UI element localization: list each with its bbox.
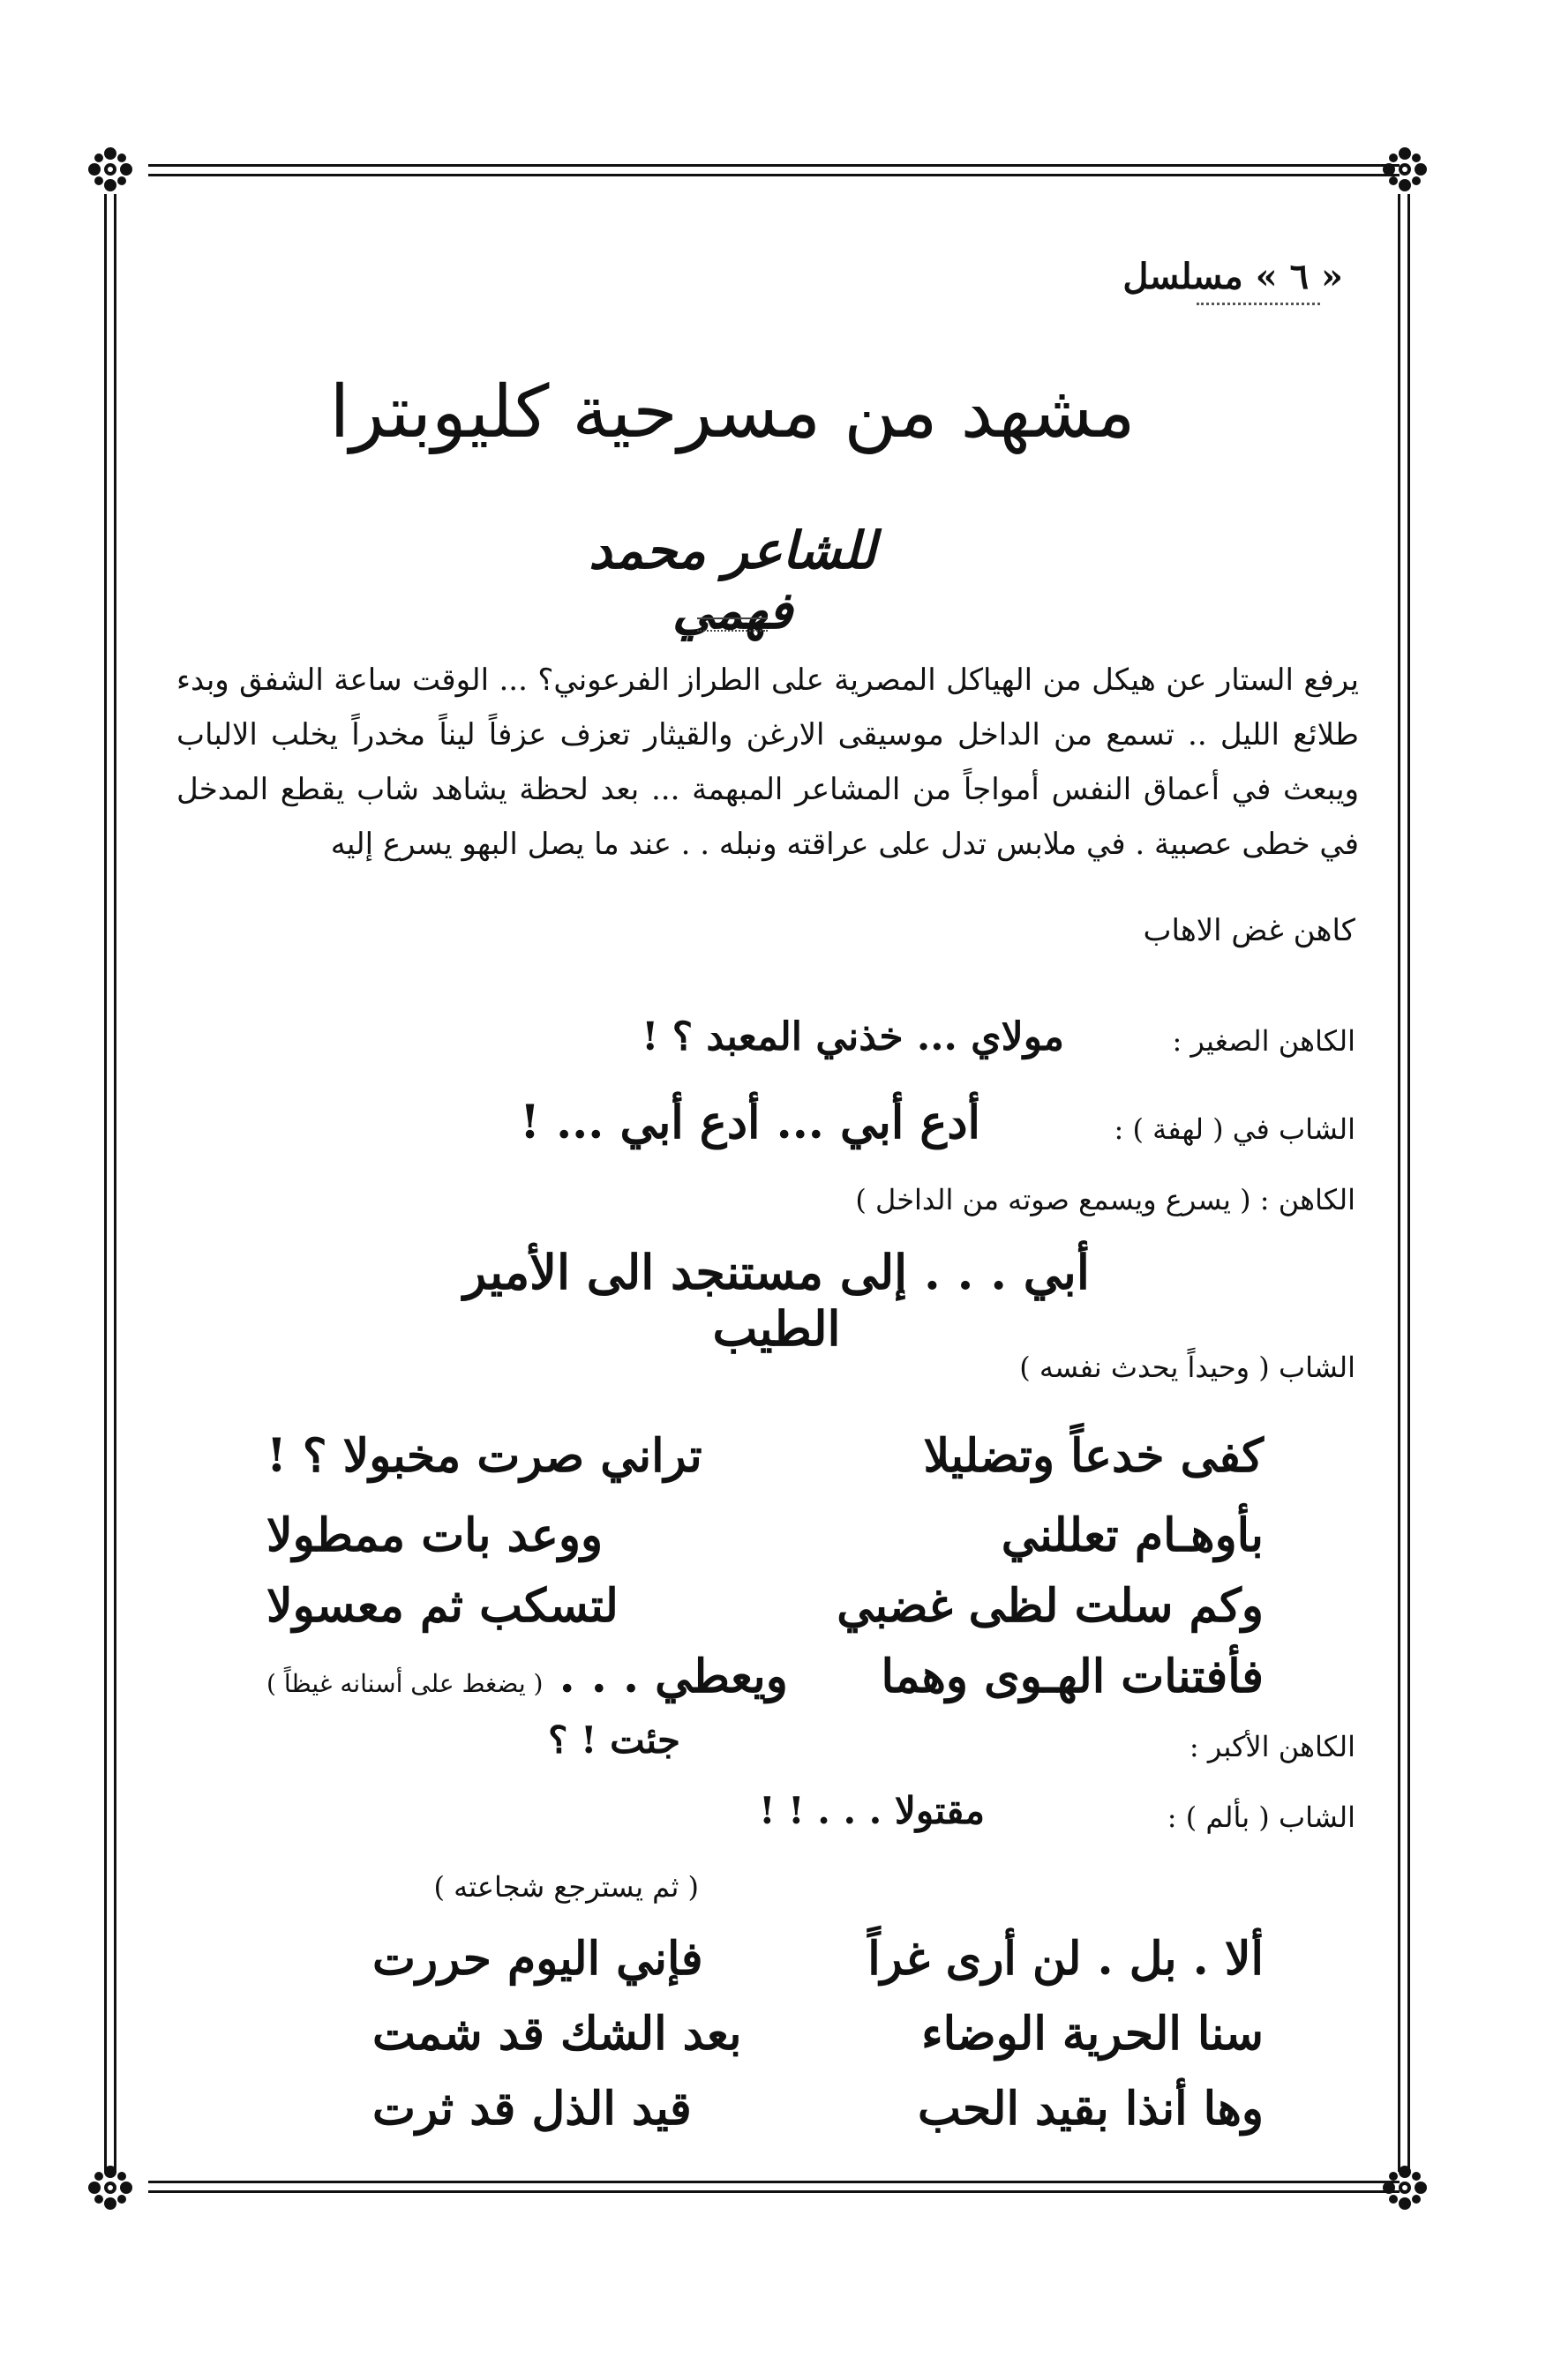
page-number: « ٦ » مسلسل <box>1122 256 1343 297</box>
verse-hemistich: ألا . بل . لن أرى غراً <box>867 1932 1264 1986</box>
verse-line <box>266 1429 1264 1483</box>
verse-hemistich: كفى خدعاً وتضليلا <box>923 1429 1264 1483</box>
flower-ornament-icon <box>1378 143 1431 196</box>
verse-line <box>266 1508 1264 1562</box>
intro-paragraph-end: كاهن غض الاهاب <box>1143 913 1355 948</box>
speaker-label: الكاهن الصغير : <box>1172 1024 1355 1058</box>
speaker-label: الشاب ( وحيداً يحدث نفسه ) <box>1019 1351 1355 1384</box>
verse-hemistich: بأوهـام تعللني <box>1001 1508 1264 1562</box>
bottom-border <box>148 2181 1400 2193</box>
flower-ornament-icon <box>84 2161 137 2214</box>
speech-text: مولاي ... خذني المعبد ؟ ! <box>642 1014 1064 1059</box>
verse-line <box>372 2007 1264 2061</box>
verse-line <box>372 1932 1264 1986</box>
dialogue-line <box>855 1182 1355 1217</box>
speaker-label: الكاهن : ( يسرع ويسمع صوته من الداخل ) <box>855 1183 1355 1216</box>
verse-hemistich: سنا الحرية الوضاء <box>921 2007 1264 2061</box>
verse-hemistich: لتسكب ثم معسولا <box>266 1579 619 1633</box>
right-border <box>1398 194 1410 2172</box>
verse-hemistich: وكم سلت لظى غضبي <box>837 1579 1264 1633</box>
verse-hemistich: قيد الذل قد ثرت <box>372 2082 692 2136</box>
dialogue-line <box>759 1789 1355 1835</box>
divider <box>697 617 768 632</box>
verse-line: أبي . . . إلى مستنجد الى الأمير الطيب <box>463 1244 1090 1357</box>
dialogue-line <box>520 1096 1355 1149</box>
left-border <box>104 194 116 2172</box>
verse-hemistich: فإني اليوم حررت <box>372 1932 703 1986</box>
verse-hemistich: وها أنذا بقيد الحب <box>917 2082 1264 2136</box>
verse-hemistich: ووعد بات ممطولا <box>266 1508 604 1562</box>
flower-ornament-icon <box>1378 2161 1431 2214</box>
divider <box>1197 303 1320 305</box>
dialogue-line <box>1019 1350 1355 1385</box>
verse-hemistich: بعد الشك قد شمت <box>372 2007 742 2061</box>
intro-paragraph: يرفع الستار عن هيكل من الهياكل المصرية على الطراز الفرعوني؟ ... الوقت ساعة الشفق وبدء طلائع الليل .. تسمع من الداخل موسيقى الارغن والقيثار تعزف عزفاً ليناً مخدراً يخلب الالباب ويبعث في أعماق النفس أمواجاً من المشاعر المبهمة ... بعد لحظة يشاهد شاب يقطع المدخل في خطى عصبية . في ملابس تدل على عراقته ونبله . . عند ما يصل البهو يسرع إليه <box>176 662 1359 862</box>
author-line: للشاعر محمد فهمي <box>589 520 876 640</box>
verse-hemistich <box>266 1650 788 1703</box>
speech-text: أدع أبي ... أدع أبي ... ! <box>520 1096 980 1149</box>
verse-line <box>266 1650 1264 1703</box>
verse-text: ويعطي . . . <box>559 1650 788 1703</box>
verse-hemistich: فأفتنات الهـوى وهما <box>881 1650 1264 1703</box>
top-border <box>148 164 1400 176</box>
speaker-label: الكاهن الأكبر : <box>1189 1730 1355 1763</box>
speaker-label: الشاب ( بألم ) : <box>1167 1800 1355 1834</box>
stage-direction: ( يضغط على أسنانه غيظاً ) <box>266 1669 544 1698</box>
flower-ornament-icon <box>84 143 137 196</box>
speech-text: جئت ! ؟ <box>548 1718 680 1762</box>
verse-line <box>372 2082 1264 2136</box>
page-title: مشهد من مسرحية كليوبترا <box>329 370 1136 454</box>
dialogue-line <box>642 1014 1355 1059</box>
speaker-label: الشاب في ( لهفة ) : <box>1114 1112 1355 1146</box>
speech-text: مقتولا . . . ! ! <box>759 1789 985 1832</box>
verse-line <box>266 1579 1264 1633</box>
stage-direction: ( ثم يسترجع شجاعته ) <box>433 1870 699 1904</box>
verse-hemistich: تراني صرت مخبولا ؟ ! <box>266 1429 702 1483</box>
dialogue-line <box>548 1718 1355 1764</box>
